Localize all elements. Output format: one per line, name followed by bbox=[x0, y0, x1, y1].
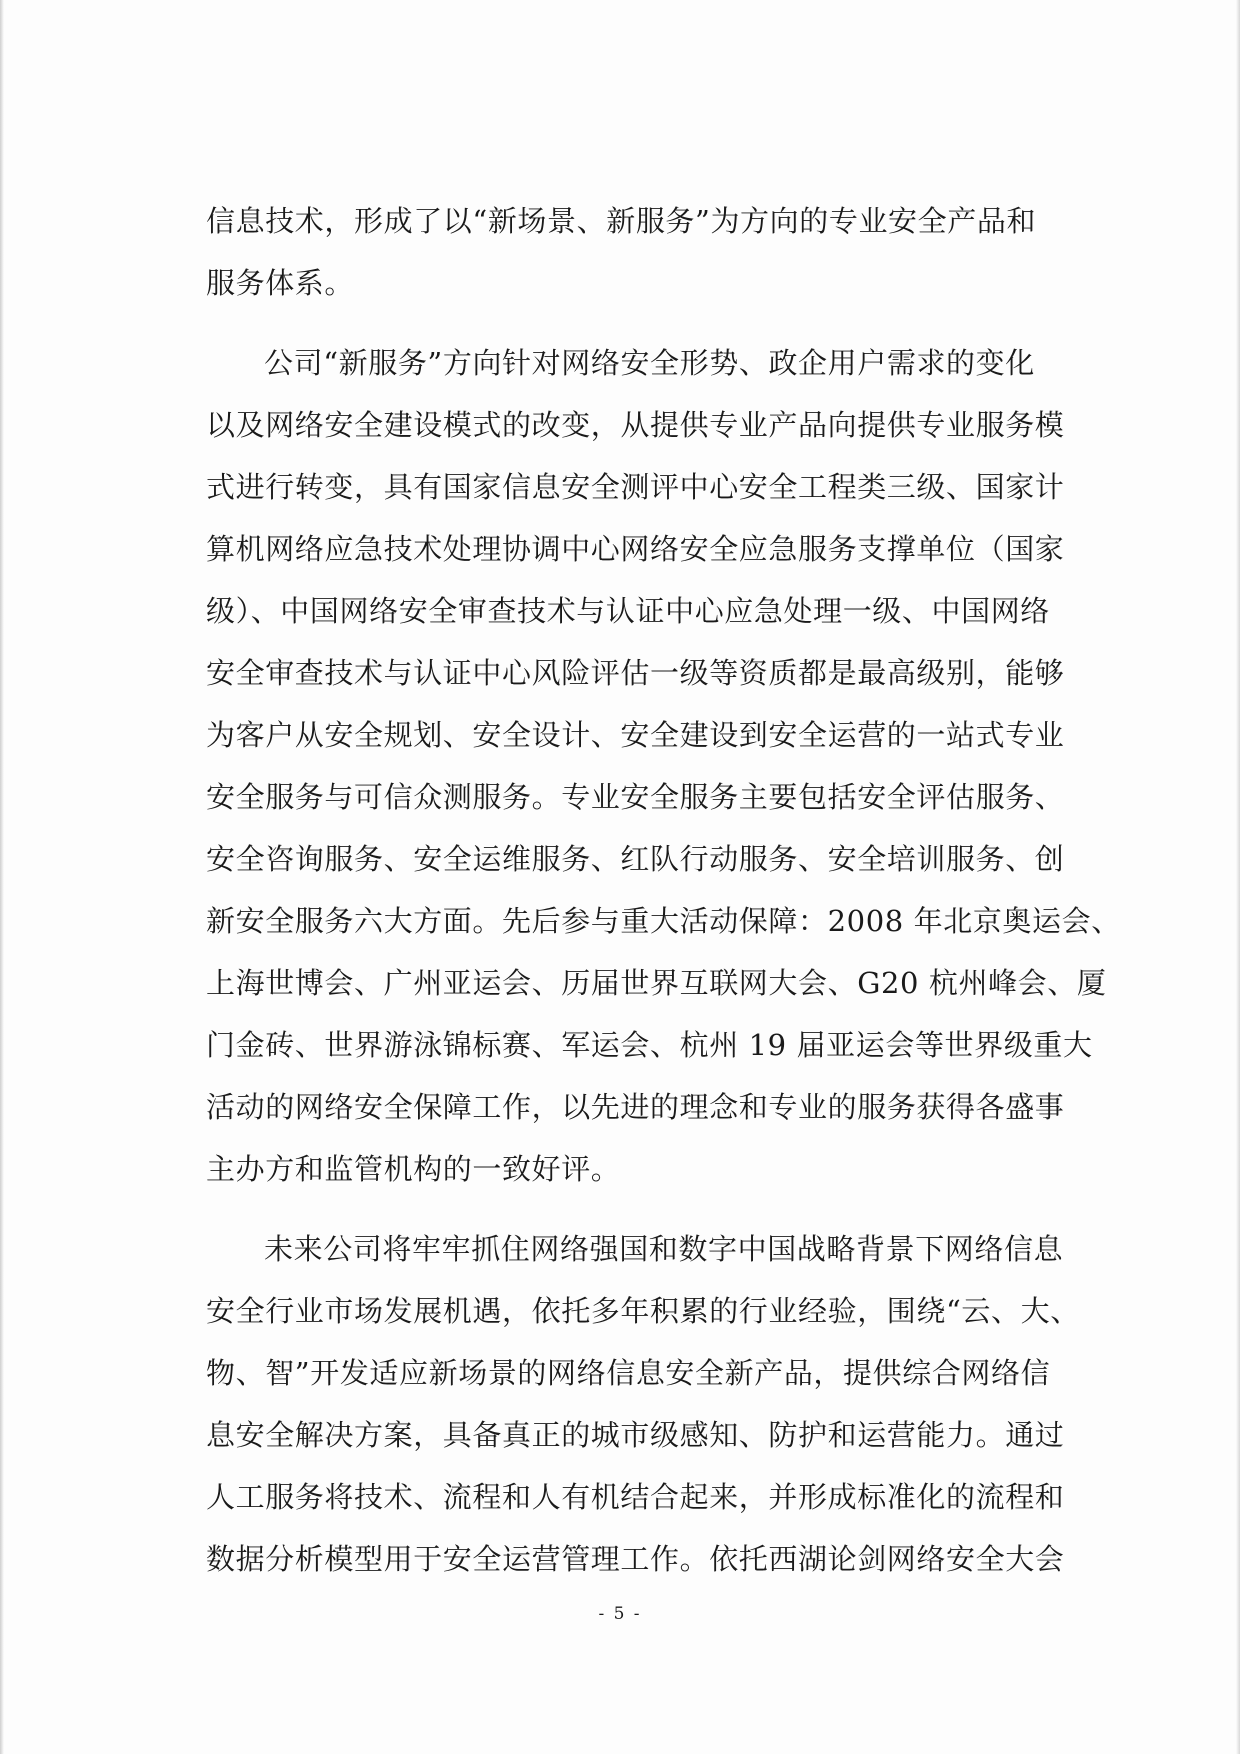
text-line: 为客户从安全规划、安全设计、安全建设到安全运营的一站式专业 bbox=[206, 718, 1065, 752]
text-line: 以及网络安全建设模式的改变，从提供专业产品向提供专业服务模 bbox=[206, 408, 1065, 442]
text-line: 主办方和监管机构的一致好评。 bbox=[206, 1152, 621, 1186]
text-line: 息安全解决方案，具备真正的城市级感知、防护和运营能力。通过 bbox=[206, 1418, 1065, 1452]
text-line: 安全审查技术与认证中心风险评估一级等资质都是最高级别，能够 bbox=[206, 656, 1065, 690]
text-line: 服务体系。 bbox=[206, 266, 355, 300]
text-line: 级）、中国网络安全审查技术与认证中心应急处理一级、中国网络 bbox=[206, 594, 1050, 628]
paragraph-start-line: 未来公司将牢牢抓住网络强国和数字中国战略背景下网络信息 bbox=[264, 1232, 1064, 1266]
text-line: 信息技术，形成了以“新场景、新服务”为方向的专业安全产品和 bbox=[206, 204, 1037, 238]
text-line: 安全咨询服务、安全运维服务、红队行动服务、安全培训服务、创 bbox=[206, 842, 1065, 876]
text-line: 物、智”开发适应新场景的网络信息安全新产品，提供综合网络信 bbox=[206, 1356, 1051, 1390]
scan-edge-right bbox=[1236, 0, 1240, 1754]
text-line: 安全服务与可信众测服务。专业安全服务主要包括安全评估服务、 bbox=[206, 780, 1065, 814]
text-line: 人工服务将技术、流程和人有机结合起来，并形成标准化的流程和 bbox=[206, 1480, 1065, 1514]
text-line: 新安全服务六大方面。先后参与重大活动保障：2008 年北京奥运会、 bbox=[206, 904, 1121, 938]
scan-edge-left bbox=[0, 0, 4, 1754]
paragraph-start-line: 公司“新服务”方向针对网络安全形势、政企用户需求的变化 bbox=[264, 346, 1035, 380]
text-line: 活动的网络安全保障工作，以先进的理念和专业的服务获得各盛事 bbox=[206, 1090, 1065, 1124]
text-line: 安全行业市场发展机遇，依托多年积累的行业经验，围绕“云、大、 bbox=[206, 1294, 1080, 1328]
text-line: 上海世博会、广州亚运会、历届世界互联网大会、G20 杭州峰会、厦 bbox=[206, 966, 1107, 1000]
document-body bbox=[206, 190, 1121, 1590]
text-line: 式进行转变，具有国家信息安全测评中心安全工程类三级、国家计 bbox=[206, 470, 1065, 504]
text-line: 算机网络应急技术处理协调中心网络安全应急服务支撑单位（国家 bbox=[206, 532, 1065, 566]
text-line: 数据分析模型用于安全运营管理工作。依托西湖论剑网络安全大会 bbox=[206, 1542, 1065, 1576]
page-number: - 5 - bbox=[598, 1604, 642, 1624]
text-line: 门金砖、世界游泳锦标赛、军运会、杭州 19 届亚运会等世界级重大 bbox=[206, 1028, 1093, 1062]
